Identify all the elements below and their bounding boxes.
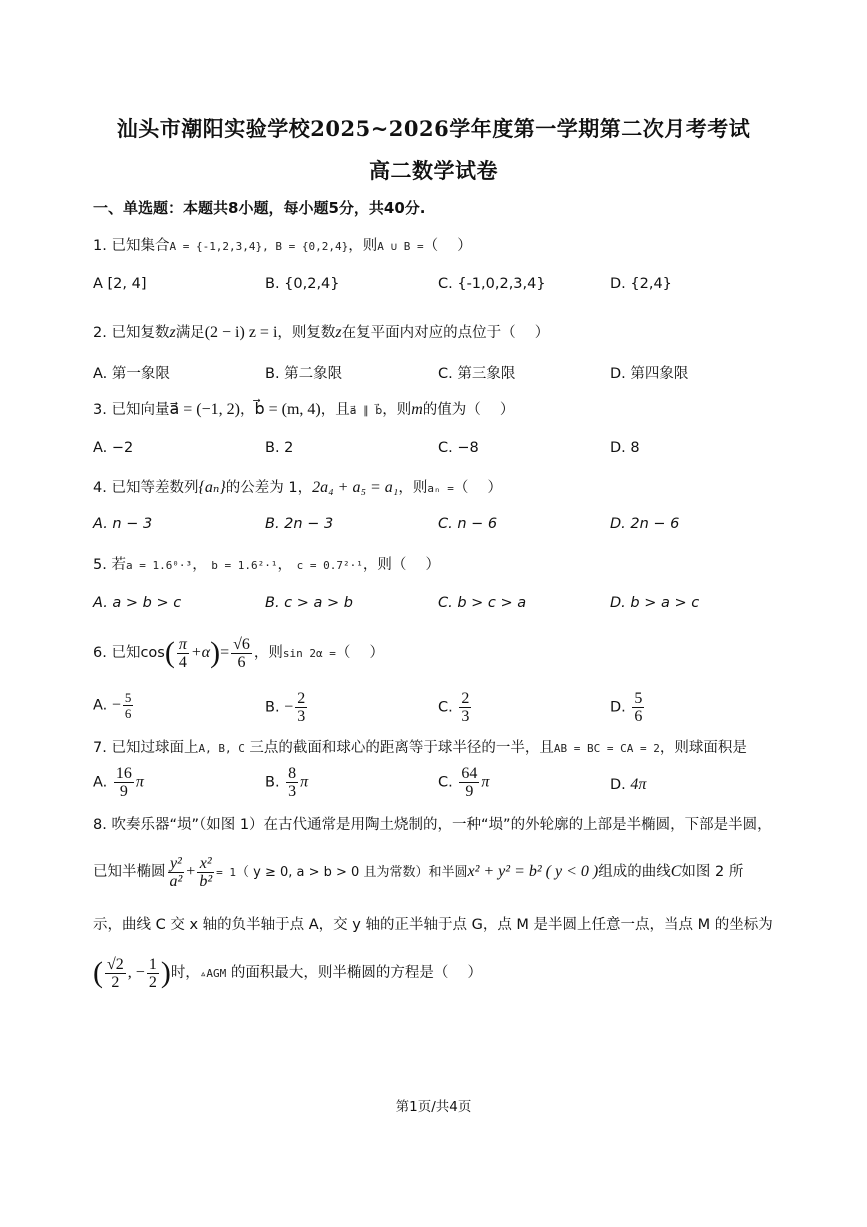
q6-option-d[interactable]: D. $\frac{5}{6}$ (610, 690, 643, 725)
q7-option-b[interactable]: B. $\frac{8}{3}$ π (265, 765, 309, 800)
q5-option-b[interactable]: B. c > a > b (265, 595, 353, 611)
q5-option-d[interactable]: D. b > a > c (610, 595, 700, 611)
question-3: 3. 已知向量a⃗ = (−1, 2)，b⃗ = (m, 4)，且a⃗ ∥ b⃗，则m的值为（ ） (93, 401, 515, 418)
exam-subtitle: 高二数学试卷 (369, 158, 498, 183)
q6-option-b[interactable]: B. − $\frac{2}{3}$ (265, 690, 306, 725)
q1-option-c[interactable]: C. {-1,0,2,3,4} (438, 276, 546, 292)
question-8-line-2: 已知半椭圆 $\frac{\text{y²}}{\text{a²}}$ + $\frac{\text{x²}}{\text{b²}}$ = 1（ y ≥ 0, a > b > 0 且为常数）和半圆x² + y² = b² ( y < 0 )组成的曲线C如图 2 所 (93, 854, 744, 890)
q3-option-d[interactable]: D. 8 (610, 440, 640, 456)
q5-option-a[interactable]: A. a > b > c (93, 595, 182, 611)
question-4: 4. 已知等差数列{aₙ}的公差为 1，2a₄ + a₅ = a₁，则aₙ =（ ） (93, 479, 502, 496)
q3-option-b[interactable]: B. 2 (265, 440, 294, 456)
q2-option-d[interactable]: D. 第四象限 (610, 366, 689, 382)
q6-rhs-fraction: $\frac{√6}{6}$ (233, 635, 250, 671)
q3-option-c[interactable]: C. −8 (438, 440, 479, 456)
section-heading: 一、单选题：本题共8小题，每小题5分，共40分. (93, 199, 426, 217)
q2-option-a[interactable]: A. 第一象限 (93, 366, 170, 382)
q5-option-c[interactable]: C. b > c > a (438, 595, 527, 611)
q2-option-c[interactable]: C. 第三象限 (438, 366, 516, 382)
q3-option-a[interactable]: A. −2 (93, 440, 134, 456)
q1-option-b[interactable]: B. {0,2,4} (265, 276, 340, 292)
question-2: 2. 已知复数z满足(2 − i) z = i，则复数z在复平面内对应的点位于（ ） (93, 324, 550, 341)
q2-option-b[interactable]: B. 第二象限 (265, 366, 343, 382)
question-6: 6. 已知cos( $\frac{\pi}{4}$ +α)= $\frac{√6}{6}$ ，则sin 2α =（ ） (93, 635, 384, 671)
page-number: 第1页/共4页 (395, 1099, 472, 1115)
q7-option-a[interactable]: A. $\frac{16}{9}$ π (93, 765, 144, 800)
question-7: 7. 已知过球面上A, B, C 三点的截面和球心的距离等于球半径的一半，且AB = BC = CA = 2，则球面积是 (93, 740, 747, 756)
question-5: 5. 若a = 1.6⁰·³， b = 1.6²·¹， c = 0.7²·¹，则（ ） (93, 557, 440, 573)
q1-option-a[interactable]: A [2, 4] (93, 276, 147, 292)
q7-option-d[interactable]: D. 4π (610, 776, 647, 793)
q6-angle-fraction: $\frac{\pi}{4}$ (178, 635, 187, 671)
question-1: 1. 已知集合A = {-1,2,3,4}, B = {0,2,4}，则A ∪ B =（ ） (93, 238, 472, 254)
q1-option-d[interactable]: D. {2,4} (610, 276, 672, 292)
q6-option-c[interactable]: C. $\frac{2}{3}$ (438, 690, 470, 725)
exam-title: 汕头市潮阳实验学校2025~2026学年度第一学期第二次月考考试 (116, 116, 751, 141)
q4-option-a[interactable]: A. n − 3 (93, 516, 153, 532)
q6-option-a[interactable]: A. − $\frac{5}{6}$ (93, 690, 132, 721)
question-8-line-1: 8. 吹奏乐器“埙”（如图 1）在古代通常是用陶土烧制的，一种“埙”的外轮廓的上部是半椭圆，下部是半圆， (93, 817, 772, 833)
question-8-line-4: ( $\frac{√2}{2}$ , − $\frac{1}{2}$ )时，▵AGM 的面积最大，则半椭圆的方程是（ ） (93, 955, 483, 991)
q4-option-b[interactable]: B. 2n − 3 (265, 516, 334, 532)
q7-option-c[interactable]: C. $\frac{64}{9}$ π (438, 765, 490, 800)
q4-option-c[interactable]: C. n − 6 (438, 516, 498, 532)
question-8-line-3: 示，曲线 C 交 x 轴的负半轴于点 A，交 y 轴的正半轴于点 G，点 M 是半圆上任意一点，当点 M 的坐标为 (93, 917, 773, 933)
q4-option-d[interactable]: D. 2n − 6 (610, 516, 680, 532)
